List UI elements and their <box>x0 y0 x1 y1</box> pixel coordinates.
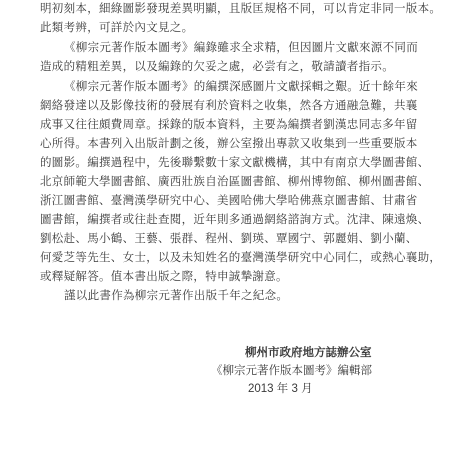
paragraph-line: 此類考辨，可詳於內文見之。 <box>40 20 194 34</box>
paragraph-line: 北京師範大學圖書館、廣西壯族自治區圖書館、柳州博物館、柳州圖書館、 <box>40 174 430 188</box>
paragraph-line: 劉松赴、馬小鶴、王藝、張群、程州、劉瑛、覃國宁、郭麗娟、劉小蘭、 <box>40 231 418 245</box>
paragraph-line: 成事又往往頗費周章。採錄的版本資料，主要為編撰者劉漢忠同志多年留 <box>40 117 418 131</box>
paragraph-line: 浙江圖書館、臺灣漢學研究中心、美國哈佛大學哈佛燕京圖書館、甘肅省 <box>40 193 418 207</box>
signature-organization: 柳州市政府地方誌辦公室 <box>245 345 372 359</box>
paragraph-line: 明初刻本，細綠圖影發現差異明顯，且版匡規格不同，可以肯定非同一版本。 <box>40 1 442 15</box>
paragraph-line: 圖書館，編撰者或往赴查閱，近年則多通過網絡諮詢方式。沈津、陳遠煥、 <box>40 212 430 226</box>
signature-date: 2013 年 3 月 <box>248 383 313 395</box>
paragraph-line: 造成的精粗差異，以及編錄的欠妥之處，必尝有之，敬請讀者指示。 <box>40 59 394 73</box>
paragraph-line: 《柳宗元著作版本圖考》的編撰深感圖片文獻採輯之艱。近十餘年來 <box>64 79 418 93</box>
paragraph-line: 網絡發達以及影像技術的發展有利於資料之收集，然各方通融急難，共襄 <box>40 98 418 112</box>
paragraph-line: 謹以此書作為柳宗元著作出版千年之紀念。 <box>64 288 289 302</box>
paragraph-line: 《柳宗元著作版本圖考》編錄雖求全求精，但因圖片文獻來源不同而 <box>64 40 418 54</box>
paragraph-line: 心所得。本書列入出版計劃之後，辦公室撥出專款又收集到一些重要版本 <box>40 136 418 150</box>
paragraph-line: 的圖影。編撰過程中，先後聯繫數十家文獻機構，其中有南京大學圖書館、 <box>40 155 430 169</box>
signature-department: 《柳宗元著作版本圖考》編輯部 <box>211 363 372 377</box>
paragraph-line: 何愛芝等先生、女士，以及未知姓名的臺灣漢學研究中心同仁，或熱心襄助， <box>40 250 442 264</box>
paragraph-line: 或釋疑解答。值本書出版之際，特申誠摯謝意。 <box>40 269 288 283</box>
